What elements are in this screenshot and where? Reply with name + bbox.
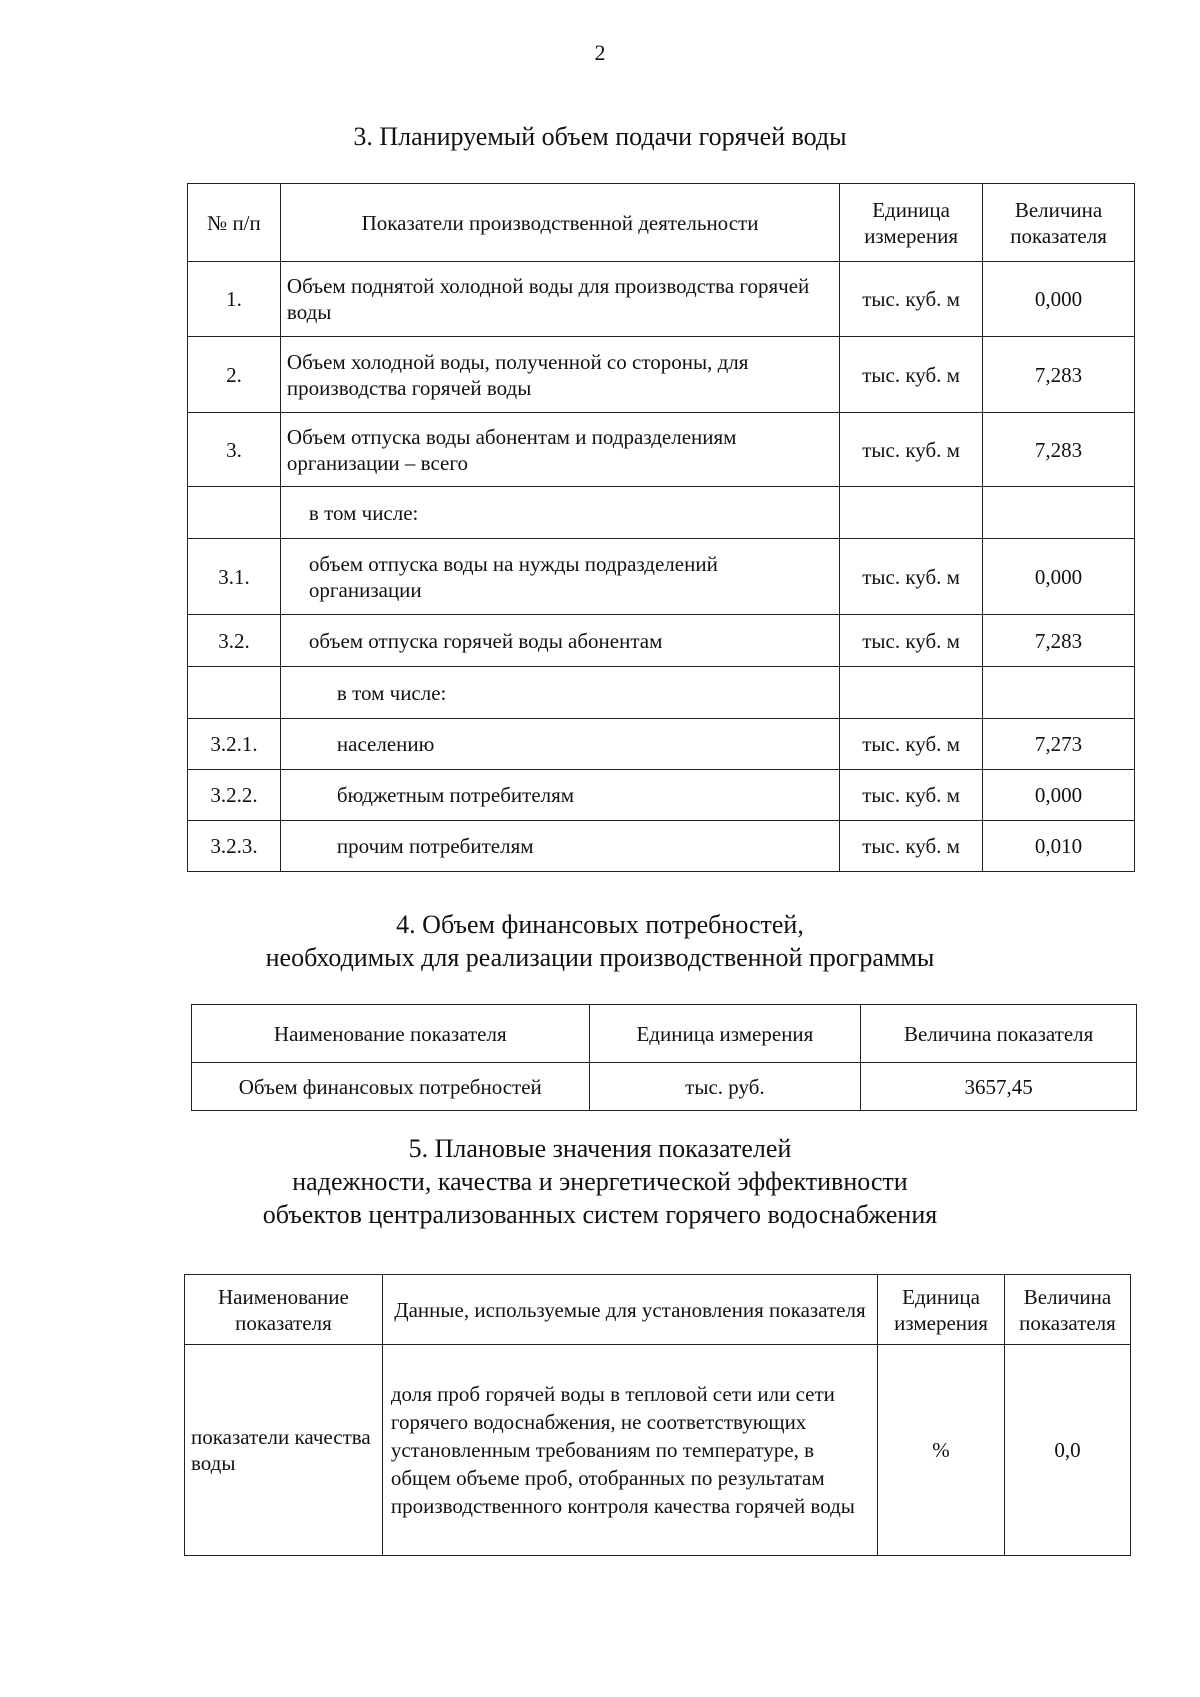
row-unit: тыс. куб. м [840, 539, 983, 615]
row-value: 7,283 [983, 615, 1135, 667]
row-value: 0,000 [983, 770, 1135, 821]
row-num: 3. [188, 413, 281, 487]
row-name: Объем финансовых потребностей [192, 1063, 590, 1111]
row-unit [840, 487, 983, 539]
row-num: 3.2. [188, 615, 281, 667]
row-num: 3.1. [188, 539, 281, 615]
table-row [188, 615, 1135, 667]
table-row [188, 337, 1135, 413]
row-data: доля проб горячей воды в тепловой сети или сети горячего водоснабжения, не соответствующих установленным требованиям по температуре, в общем объеме проб, отобранных по результатам производственного контроля качества горячей воды [382, 1345, 877, 1556]
row-name: показатели качества воды [185, 1345, 383, 1556]
table-row [188, 821, 1135, 872]
row-value: 0,000 [983, 262, 1135, 337]
section5-title-line1: 5. Плановые значения показателей [408, 1134, 792, 1163]
row-name: объем отпуска воды на нужды подразделений организации [280, 539, 839, 615]
table-row [188, 770, 1135, 821]
row-value [983, 667, 1135, 719]
table-header-row [185, 1275, 1131, 1345]
table-row [188, 413, 1135, 487]
reliability-quality-table [184, 1274, 1131, 1556]
row-name: Объем холодной воды, полученной со стороны, для производства горячей воды [280, 337, 839, 413]
table-row [188, 719, 1135, 770]
row-unit: тыс. куб. м [840, 770, 983, 821]
header-name: Наименование показателя [185, 1275, 383, 1345]
row-value: 0,010 [983, 821, 1135, 872]
row-value [983, 487, 1135, 539]
row-name: объем отпуска горячей воды абонентам [280, 615, 839, 667]
row-unit: тыс. куб. м [840, 337, 983, 413]
section4-title [0, 908, 1200, 974]
section3-title: 3. Планируемый объем подачи горячей воды [353, 122, 847, 151]
table-row [185, 1345, 1131, 1556]
section5-title [0, 1132, 1200, 1231]
header-value: Величина показателя [1005, 1275, 1131, 1345]
header-data: Данные, используемые для установления показателя [382, 1275, 877, 1345]
section4-title-line2: необходимых для реализации производственной программы [265, 943, 935, 972]
row-unit [840, 667, 983, 719]
table-row [192, 1063, 1137, 1111]
header-unit: Единица измерения [840, 184, 983, 262]
row-num: 3.2.3. [188, 821, 281, 872]
row-value: 3657,45 [861, 1063, 1137, 1111]
row-num: 2. [188, 337, 281, 413]
table-row [188, 667, 1135, 719]
table-row [188, 262, 1135, 337]
row-num: 1. [188, 262, 281, 337]
table-row [188, 487, 1135, 539]
row-num [188, 487, 281, 539]
row-name: в том числе: [280, 487, 839, 539]
row-value: 0,000 [983, 539, 1135, 615]
row-value: 7,283 [983, 337, 1135, 413]
row-unit: тыс. куб. м [840, 413, 983, 487]
header-unit: Единица измерения [878, 1275, 1005, 1345]
row-num: 3.2.1. [188, 719, 281, 770]
header-value: Величина показателя [861, 1005, 1137, 1063]
row-unit: тыс. куб. м [840, 821, 983, 872]
table-row [188, 539, 1135, 615]
row-name: Объем поднятой холодной воды для производства горячей воды [280, 262, 839, 337]
row-num: 3.2.2. [188, 770, 281, 821]
table-header-row [188, 184, 1135, 262]
row-unit: % [878, 1345, 1005, 1556]
row-value: 0,0 [1005, 1345, 1131, 1556]
header-value: Величина показателя [983, 184, 1135, 262]
section5-title-line3: объектов централизованных систем горячего водоснабжения [262, 1200, 938, 1229]
row-num [188, 667, 281, 719]
row-value: 7,273 [983, 719, 1135, 770]
row-name: населению [280, 719, 839, 770]
row-name: бюджетным потребителям [280, 770, 839, 821]
row-name: в том числе: [280, 667, 839, 719]
section4-title-line1: 4. Объем финансовых потребностей, [396, 910, 804, 939]
section5-title-line2: надежности, качества и энергетической эффективности [292, 1167, 908, 1196]
header-indicator: Показатели производственной деятельности [280, 184, 839, 262]
row-unit: тыс. руб. [589, 1063, 861, 1111]
page-number: 2 [594, 40, 606, 65]
row-unit: тыс. куб. м [840, 262, 983, 337]
row-unit: тыс. куб. м [840, 615, 983, 667]
row-name: Объем отпуска воды абонентам и подразделениям организации – всего [280, 413, 839, 487]
header-num: № п/п [188, 184, 281, 262]
financial-needs-table [191, 1004, 1137, 1111]
header-name: Наименование показателя [192, 1005, 590, 1063]
hot-water-supply-table [187, 183, 1135, 872]
header-unit: Единица измерения [589, 1005, 861, 1063]
row-unit: тыс. куб. м [840, 719, 983, 770]
row-name: прочим потребителям [280, 821, 839, 872]
row-value: 7,283 [983, 413, 1135, 487]
table-header-row [192, 1005, 1137, 1063]
